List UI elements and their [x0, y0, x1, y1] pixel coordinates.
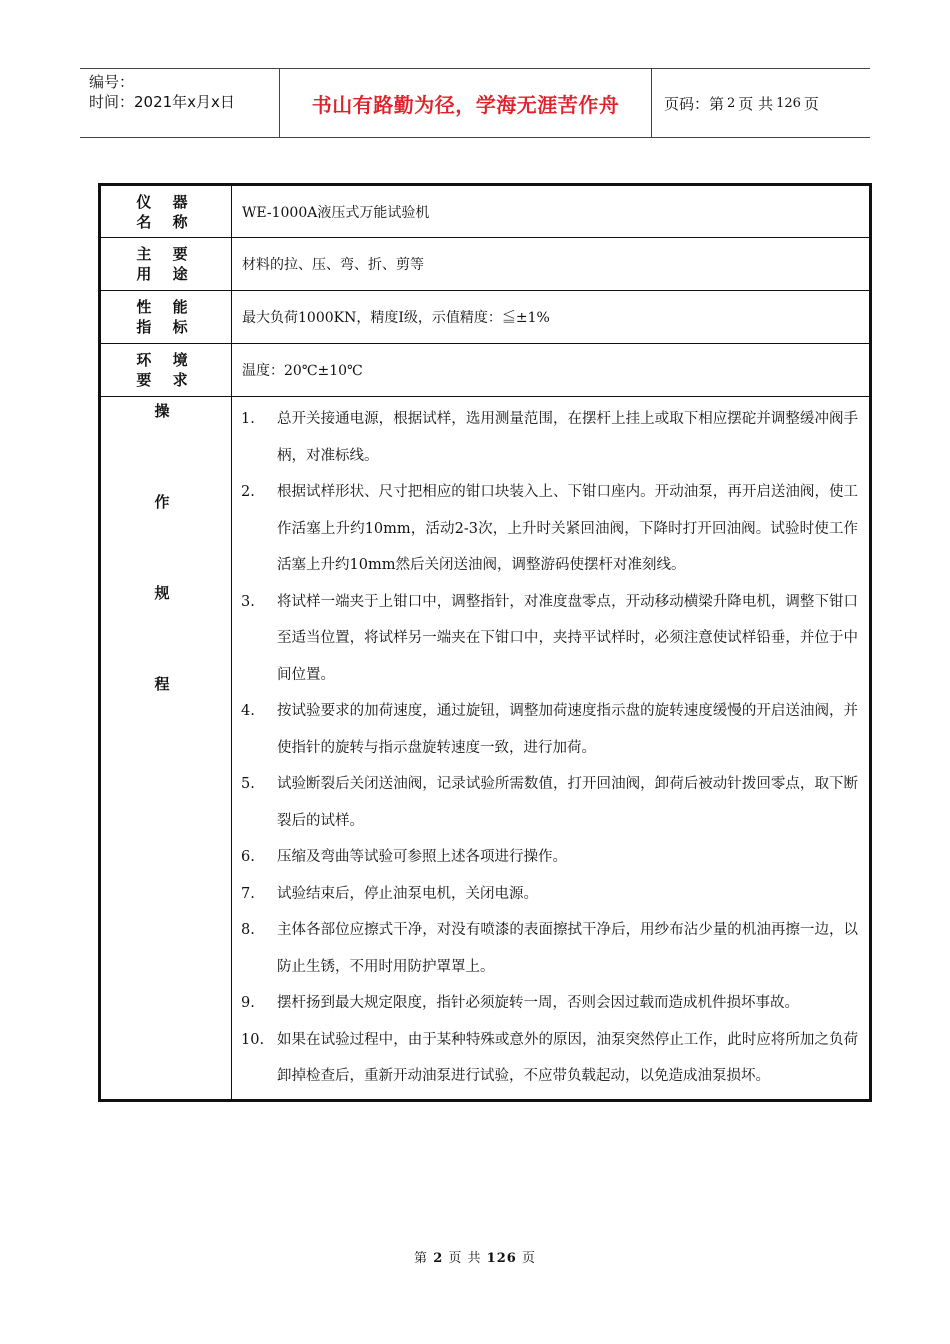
page-suffix: 页 [803, 94, 819, 113]
page-indicator [652, 69, 870, 137]
row-value: 温度：20℃±10℃ [232, 344, 871, 397]
list-item: 10. 如果在试验过程中，由于某种特殊或意外的原因，油泵突然停止工作，此时应将所加之负荷卸掉检查后，重新开动油泵进行试验，不应带负载起动，以免造成油泵损坏。 [241, 1031, 858, 1084]
footer-prefix: 第 [414, 1251, 429, 1266]
list-item: 5. 试验断裂后关闭送油阀，记录试验所需数值，打开回油阀，卸荷后被动针拨回零点，取下断裂后的试样。 [241, 776, 858, 829]
row-label: 环 境 要 求 [100, 344, 232, 397]
table-row [100, 344, 871, 397]
footer-mid: 页 共 [448, 1251, 482, 1266]
footer-page: 2 [433, 1251, 444, 1266]
page-prefix: 页码：第 [664, 94, 725, 113]
list-item: 1. 总开关接通电源，根据试样，选用测量范围，在摆杆上挂上或取下相应摆砣并调整缓冲阀手柄，对准标线。 [241, 411, 858, 464]
table-row [100, 238, 871, 291]
code-label: 编号： [89, 73, 135, 91]
page-total: 126 [776, 95, 801, 111]
motto: 书山有路勤为径，学海无涯苦作舟 [280, 69, 652, 137]
instrument-table [98, 183, 872, 1102]
list-item: 8. 主体各部位应擦式干净，对没有喷漆的表面擦拭干净后，用纱布沾少量的机油再擦一边，以防止生锈，不用时用防护罩罩上。 [241, 922, 858, 975]
footer-suffix: 页 [521, 1251, 536, 1266]
page-mid: 页 共 [738, 94, 774, 113]
header-meta [80, 69, 280, 137]
list-item: 9. 摆杆扬到最大规定限度，指针必须旋转一周，否则会因过载而造成机件损坏事故。 [241, 995, 799, 1011]
list-item: 2. 根据试样形状、尺寸把相应的钳口块装入上、下钳口座内。开动油泵，再开启送油阀，使工作活塞上升约10mm，活动2-3次，上升时关紧回油阀，下降时打开回油阀。试验时使工作活塞上升约10mm然后关闭送油阀，调整游码使摆杆对准刻线。 [241, 484, 858, 573]
row-label: 性 能 指 标 [100, 291, 232, 344]
row-value: WE-1000A液压式万能试验机 [232, 185, 871, 238]
footer-total: 126 [486, 1251, 517, 1266]
row-value: 最大负荷1000KN，精度I级，示值精度：≦±1% [232, 291, 871, 344]
list-item: 6. 压缩及弯曲等试验可参照上述各项进行操作。 [241, 849, 567, 865]
date-label: 时间：2021年x月x日 [89, 93, 235, 111]
row-label: 主 要 用 途 [100, 238, 232, 291]
page-footer [0, 1247, 950, 1266]
procedure-list [233, 401, 868, 1095]
procedure-row [100, 397, 871, 1101]
row-label: 仪 器 名 称 [100, 185, 232, 238]
row-value: 材料的拉、压、弯、折、剪等 [232, 238, 871, 291]
page-number: 2 [727, 95, 736, 111]
table-row [100, 291, 871, 344]
table-row [100, 185, 871, 238]
list-item: 7. 试验结束后，停止油泵电机，关闭电源。 [241, 885, 538, 902]
list-item: 3. 将试样一端夹于上钳口中，调整指针，对准度盘零点，开动移动横梁升降电机，调整下钳口至适当位置，将试样另一端夹在下钳口中，夹持平试样时，必须注意使试样铅垂，并位于中间位置。 [241, 593, 858, 683]
list-item: 4. 按试验要求的加荷速度，通过旋钮，调整加荷速度指示盘的旋转速度缓慢的开启送油阀，并使指针的旋转与指示盘旋转速度一致，进行加荷。 [241, 703, 858, 756]
procedure-steps [232, 397, 871, 1101]
page-header [80, 68, 870, 138]
procedure-label: 操 作 规 程 [100, 397, 232, 1101]
